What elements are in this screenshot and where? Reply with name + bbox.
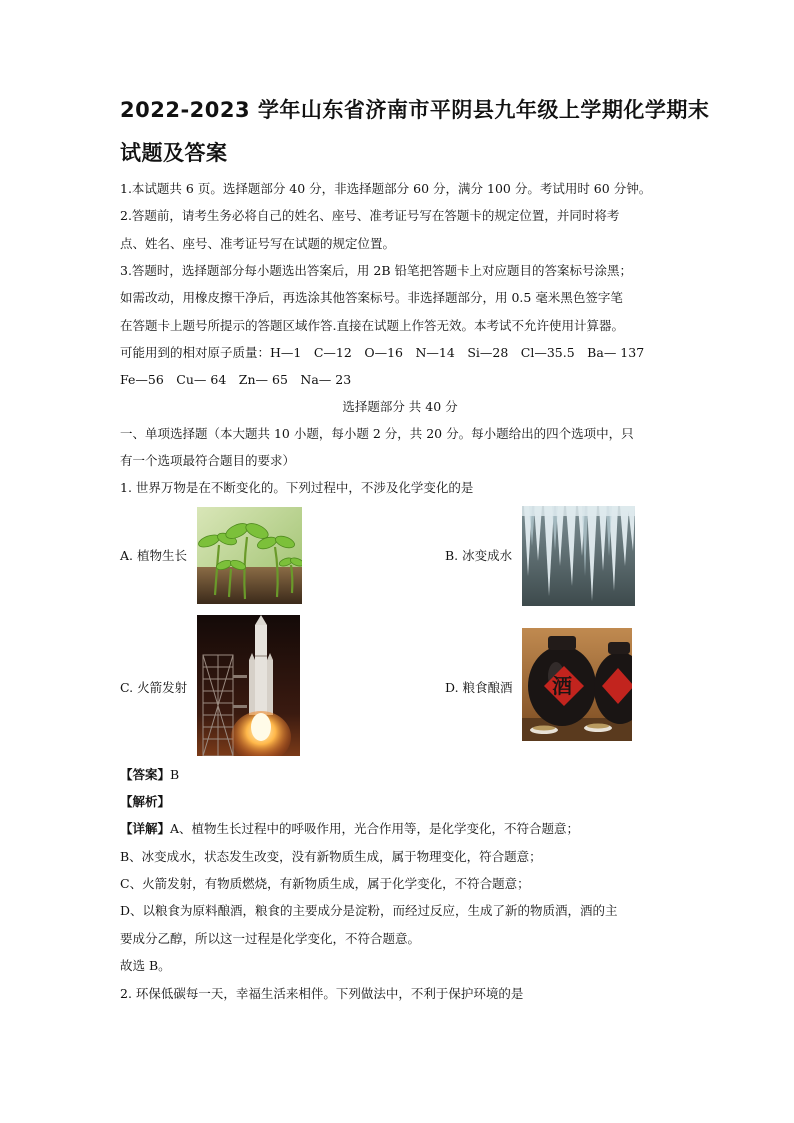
jar-character-label: 酒 — [552, 674, 572, 698]
detail-line — [120, 821, 680, 837]
atomic-mass-line: 可能用到的相对原子质量：H—1 C—12 O—16 N—14 Si—28 Cl—35.5 Ba— 137 — [120, 345, 645, 360]
detail-label: 【详解】 — [120, 821, 171, 836]
analysis-heading: 【解析】 — [120, 794, 171, 809]
instruction-line: 如需改动，用橡皮擦干净后，再选涂其他答案标号。非选择题部分，用 0.5 毫米黑色签字笔 — [120, 290, 623, 305]
option-a-label: A. 植物生长 — [120, 548, 187, 563]
part-one-instruction: 有一个选项最符合题目的要求） — [120, 453, 296, 468]
answer-value: B — [170, 767, 180, 782]
wine-jars-image — [522, 628, 632, 741]
instruction-line: 在答题卡上题号所提示的答题区域作答.直接在试题上作答无效。本考试不允许使用计算器。 — [120, 318, 624, 333]
answer-label: 【答案】 — [120, 767, 171, 782]
part-one-instruction: 一、单项选择题（本大题共 10 小题，每小题 2 分，共 20 分。每小题给出的四个选项中，只 — [120, 426, 634, 441]
answer-line — [120, 767, 680, 783]
atomic-mass-line: Fe—56 Cu— 64 Zn— 65 Na— 23 — [120, 372, 352, 387]
detail-line: 要成分乙醇，所以这一过程是化学变化，不符合题意。 — [120, 931, 421, 946]
question-2-stem: 2. 环保低碳每一天，幸福生活来相伴。下列做法中，不利于保护环境的是 — [120, 986, 524, 1001]
detail-line: C、火箭发射，有物质燃烧，有新物质生成，属于化学变化，不符合题意； — [120, 876, 530, 891]
detail-line: D、以粮食为原料酿酒，粮食的主要成分是淀粉，而经过反应，生成了新的物质酒，酒的主 — [120, 903, 618, 918]
option-b-label: B. 冰变成水 — [445, 548, 513, 563]
document-title-line-1: 2022-2023 学年山东省济南市平阴县九年级上学期化学期末 — [120, 98, 710, 122]
question-1-stem: 1. 世界万物是在不断变化的。下列过程中，不涉及化学变化的是 — [120, 480, 474, 495]
instruction-line: 3.答题时，选择题部分每小题选出答案后，用 2B 铅笔把答题卡上对应题目的答案标号涂黑； — [120, 263, 633, 278]
instruction-line: 1.本试题共 6 页。选择题部分 40 分，非选择题部分 60 分，满分 100 分。考试用时 60 分钟。 — [120, 181, 652, 196]
plant-growth-image — [197, 507, 302, 604]
instruction-line: 点、姓名、座号、准考证号写在试题的规定位置。 — [120, 236, 396, 251]
ice-melting-image — [522, 506, 635, 606]
detail-line: B、冰变成水，状态发生改变，没有新物质生成，属于物理变化，符合题意； — [120, 849, 542, 864]
option-c-label: C. 火箭发射 — [120, 680, 188, 695]
option-d-label: D. 粮食酿酒 — [445, 680, 513, 695]
conclusion-line: 故选 B。 — [120, 958, 171, 973]
instruction-line: 2.答题前，请考生务必将自己的姓名、座号、准考证号写在答题卡的规定位置，并同时将考 — [120, 208, 620, 223]
rocket-launch-image — [197, 615, 300, 756]
document-title-line-2: 试题及答案 — [120, 141, 228, 165]
section-heading: 选择题部分 共 40 分 — [342, 399, 458, 414]
detail-text: A、植物生长过程中的呼吸作用，光合作用等，是化学变化，不符合题意； — [170, 821, 580, 836]
